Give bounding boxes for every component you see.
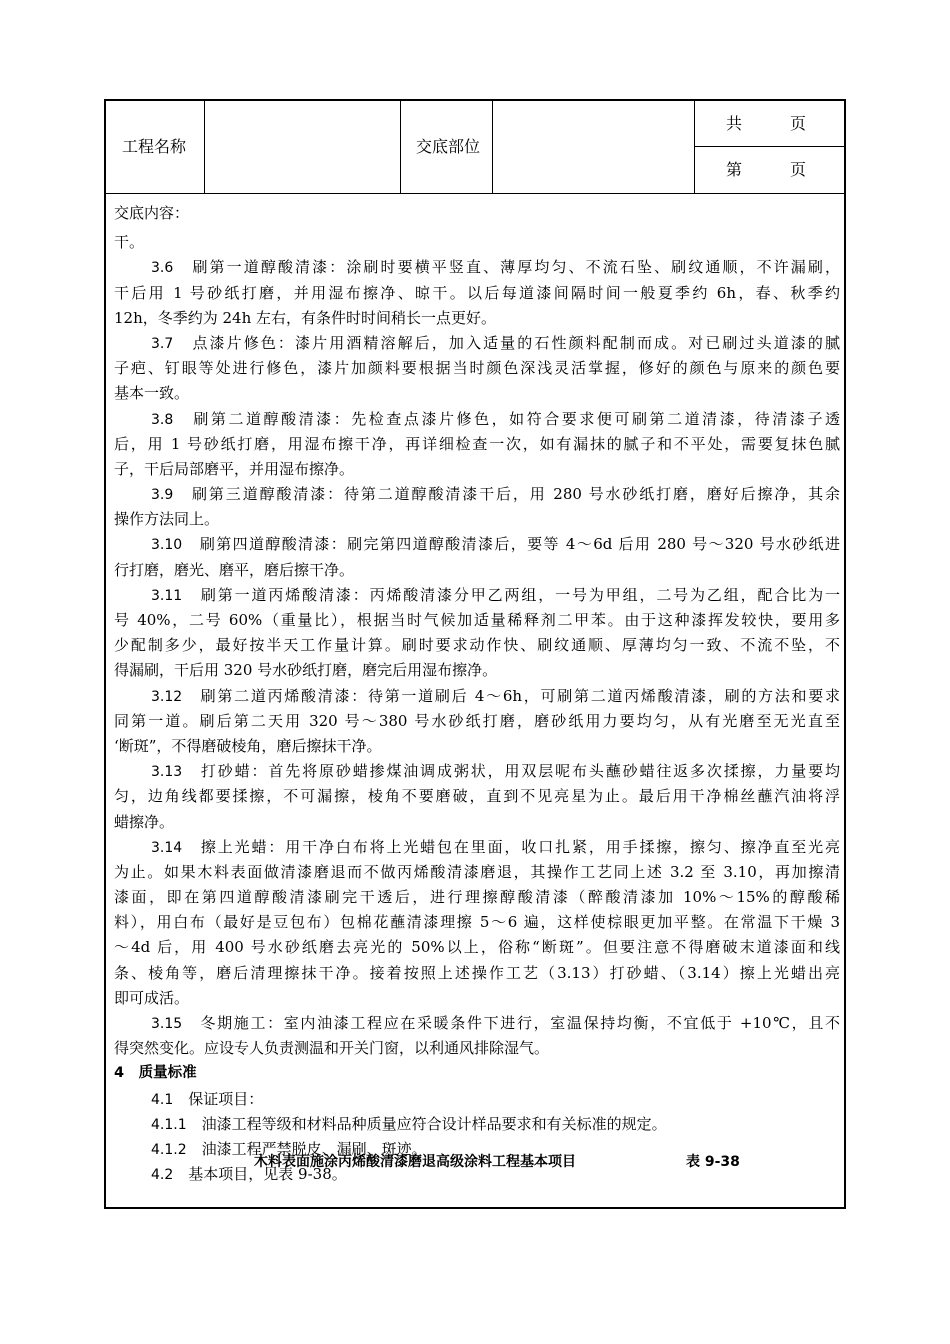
disclosure-form xyxy=(104,99,846,1209)
section-heading: 4 质量标准 xyxy=(114,1065,197,1082)
text-line: 3.13 打砂蜡：首先将原砂蜡掺煤油调成粥状，用双层呢布头蘸砂蜡往返多次揉擦，力量要均 xyxy=(151,762,840,781)
text-line: 干。 xyxy=(114,233,145,252)
disclosure-part-label: 交底部位 xyxy=(416,137,481,156)
text-line: 同第一道。刷后第二天用 320 号～380 号水砂纸打磨，磨砂纸用力要均匀，从有光磨至无光直至 xyxy=(114,711,840,730)
text-line: ～4d 后，用 400 号水砂纸磨去亮光的 50%以上，俗称“断斑”。但要注意不得磨破末道漆面和线 xyxy=(114,938,840,957)
text-line: 后，用 1 号砂纸打磨，用湿布擦干净，再详细检查一次，如有漏抹的腻子和不平处，需要复抹色腻 xyxy=(114,434,840,453)
divider xyxy=(694,101,695,193)
text-line: 4.1.1 油漆工程等级和材料品种质量应符合设计样品要求和有关标准的规定。 xyxy=(151,1114,667,1133)
text-line: 3.6 刷第一道醇酸清漆：涂刷时要横平竖直、薄厚均匀、不流石坠、刷纹通顺，不许漏刷， xyxy=(151,258,840,277)
text-line: 操作方法同上。 xyxy=(114,510,220,529)
text-line: 得突然变化。应设专人负责测温和开关门窗，以利通风排除湿气。 xyxy=(114,1039,550,1058)
text-line: 3.7 点漆片修色：漆片用酒精溶解后，加入适量的石性颜料配制而成。对已刷过头道漆的腻 xyxy=(151,333,840,352)
text-line: 4.2 基本项目，见表 9-38。 xyxy=(151,1165,347,1184)
text-line: 子，干后局部磨平，并用湿布擦净。 xyxy=(114,459,355,478)
text-line: 匀，边角线都要揉擦，不可漏擦，棱角不要磨破，直到不见亮星为止。最后用干净棉丝蘸汽油将浮 xyxy=(114,787,840,806)
text-line: 行打磨，磨光、磨平，磨后擦干净。 xyxy=(114,560,355,579)
divider xyxy=(694,146,844,147)
text-line: 漆面，即在第四道醇酸清漆刷完干透后，进行理擦醇酸清漆（醉酸清漆加 10%～15%的醇酸稀 xyxy=(114,888,840,907)
table-caption-title: 木料表面施涂丙烯酸清漆磨退高级涂料工程基本项目 xyxy=(254,1154,576,1170)
text-line: 3.8 刷第二道醇酸清漆：先检查点漆片修色，如符合要求便可刷第二道清漆，待清漆子透 xyxy=(151,409,840,428)
text-line: 12h，冬季约为 24h 左右，有条件时时间稍长一点更好。 xyxy=(114,308,497,327)
total-pages: 共 页 xyxy=(726,114,807,133)
text-line: 3.14 擦上光蜡：用干净白布将上光蜡包在里面，收口扎紧，用手揉擦，擦匀、擦净直至光亮 xyxy=(151,837,840,856)
text-line: 基本一致。 xyxy=(114,384,190,403)
table-number: 表 9-38 xyxy=(686,1154,740,1170)
text-line: 子疤、钉眼等处进行修色，漆片加颜料要根据当时颜色深浅灵活掌握，修好的颜色与原来的颜色要 xyxy=(114,359,840,378)
text-line: 蜡擦净。 xyxy=(114,812,175,831)
content-label: 交底内容： xyxy=(114,204,190,222)
form-header xyxy=(106,101,844,194)
text-line: 料），用白布（最好是豆包布）包棉花蘸清漆理擦 5～6 遍，这样使棕眼更加平整。在常温下干燥 3 xyxy=(114,913,840,932)
text-line: 4.1.2 油漆工程严禁脱皮、漏刷、斑迹。 xyxy=(151,1139,427,1158)
page-number: 第 页 xyxy=(726,160,807,179)
project-name-label: 工程名称 xyxy=(122,137,187,156)
text-line: 3.15 冬期施工：室内油漆工程应在采暖条件下进行，室温保持均衡，不宜低于 +10℃，且不 xyxy=(151,1014,840,1032)
text-line: 即可成活。 xyxy=(114,988,190,1007)
text-line: 3.10 刷第四道醇酸清漆：刷完第四道醇酸清漆后，要等 4～6d 后用 280 号～320 号水砂纸进 xyxy=(151,535,840,554)
content-body xyxy=(114,201,840,1187)
text-line: 4.1 保证项目： xyxy=(151,1089,264,1108)
divider xyxy=(400,101,401,193)
divider xyxy=(204,101,205,193)
text-line: 3.12 刷第二道丙烯酸清漆：待第一道刷后 4～6h，可刷第二道丙烯酸清漆，刷的方法和要求 xyxy=(151,686,840,705)
text-line: 少配制多少，最好按半天工作量计算。刷时要求动作快、刷纹通顺、厚薄均匀一致、不流不坠，不 xyxy=(114,636,840,655)
text-line: 号 40%，二号 60%（重量比），根据当时气候加适量稀释剂二甲苯。由于这种漆挥发较快，要用多 xyxy=(114,611,840,629)
text-line: 3.11 刷第一道丙烯酸清漆：丙烯酸清漆分甲乙两组，一号为甲组，二号为乙组，配合比为一 xyxy=(151,585,840,604)
text-line: 为止。如果木料表面做清漆磨退而不做丙烯酸清漆磨退，其操作工艺同上述 3.2 至 3.10，再加擦清 xyxy=(114,862,840,881)
divider xyxy=(492,101,493,193)
text-line: 干后用 1 号砂纸打磨，并用湿布擦净、晾干。以后每道漆间隔时间一般夏季约 6h，春、秋季约 xyxy=(114,283,840,302)
text-line: 3.9 刷第三道醇酸清漆：待第二道醇酸清漆干后，用 280 号水砂纸打磨，磨好后擦净，其余 xyxy=(151,485,840,504)
text-line: ‘断斑”，不得磨破棱角，磨后擦抹干净。 xyxy=(114,736,382,755)
text-line: 条、棱角等，磨后清理擦抹干净。接着按照上述操作工艺（3.13）打砂蜡、（3.14）擦上光蜡出亮 xyxy=(114,963,840,982)
text-line: 得漏刷，干后用 320 号水砂纸打磨，磨完后用湿布擦净。 xyxy=(114,661,498,680)
